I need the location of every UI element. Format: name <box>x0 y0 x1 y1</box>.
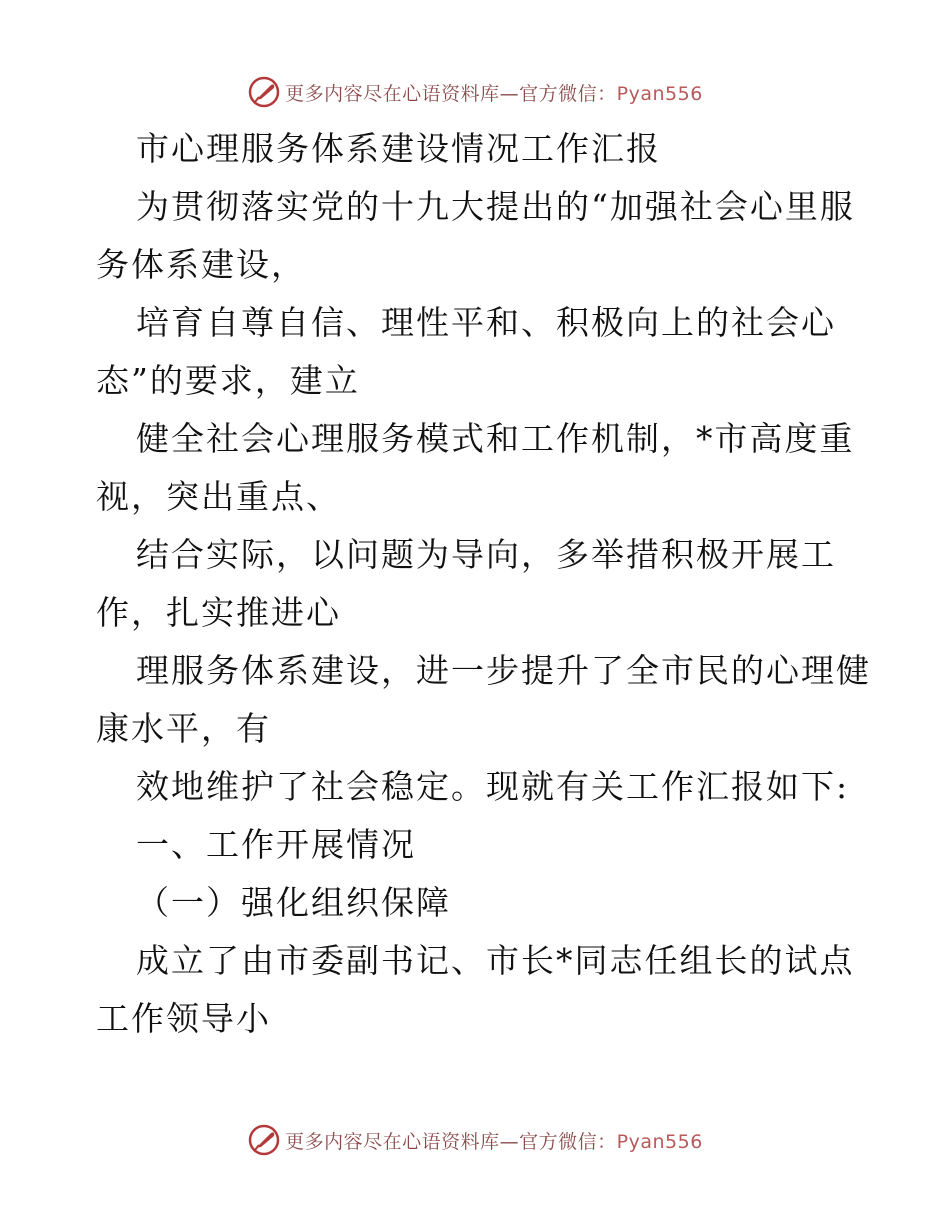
document-title: 市心理服务体系建设情况工作汇报 <box>136 129 661 168</box>
paragraph-line: 效地维护了社会稳定。现就有关工作汇报如下: <box>136 767 850 806</box>
document-body <box>96 120 871 1048</box>
paragraph-line: 结合实际，以问题为导向，多举措积极开展工 <box>136 535 836 574</box>
watermark-text <box>285 1127 703 1154</box>
watermark-banner-bottom <box>0 1120 950 1160</box>
watermark-banner-top <box>0 72 950 112</box>
paragraph-line: 工作领导小 <box>96 999 271 1038</box>
paragraph-line: 培育自尊自信、理性平和、积极向上的社会心 <box>136 303 836 342</box>
paragraph-line: 为贯彻落实党的十九大提出的“加强社会心里服 <box>136 187 855 226</box>
paragraph-line: 理服务体系建设，进一步提升了全市民的心理健 <box>136 651 871 690</box>
watermark-text <box>285 79 703 106</box>
watermark-site-text: 更多内容尽在心语资料库—官方微信： <box>285 1130 617 1153</box>
watermark-handle: Pyan556 <box>616 82 703 105</box>
feather-pen-circle-logo-icon <box>247 75 281 109</box>
watermark-handle: Pyan556 <box>616 1130 703 1153</box>
paragraph-line: 健全社会心理服务模式和工作机制，*市高度重 <box>136 419 855 458</box>
watermark-site-text: 更多内容尽在心语资料库—官方微信： <box>285 82 617 105</box>
paragraph-line: 成立了由市委副书记、市长*同志任组长的试点 <box>136 941 855 980</box>
feather-pen-circle-logo-icon <box>247 1123 281 1157</box>
paragraph-line: 态”的要求，建立 <box>96 361 360 400</box>
paragraph-line: 作，扎实推进心 <box>96 593 341 632</box>
paragraph-line: 务体系建设， <box>96 245 306 284</box>
subsection-heading: （一）强化组织保障 <box>136 883 451 922</box>
paragraph-line: 康水平，有 <box>96 709 271 748</box>
section-heading: 一、工作开展情况 <box>136 825 416 864</box>
paragraph-line: 视，突出重点、 <box>96 477 341 516</box>
